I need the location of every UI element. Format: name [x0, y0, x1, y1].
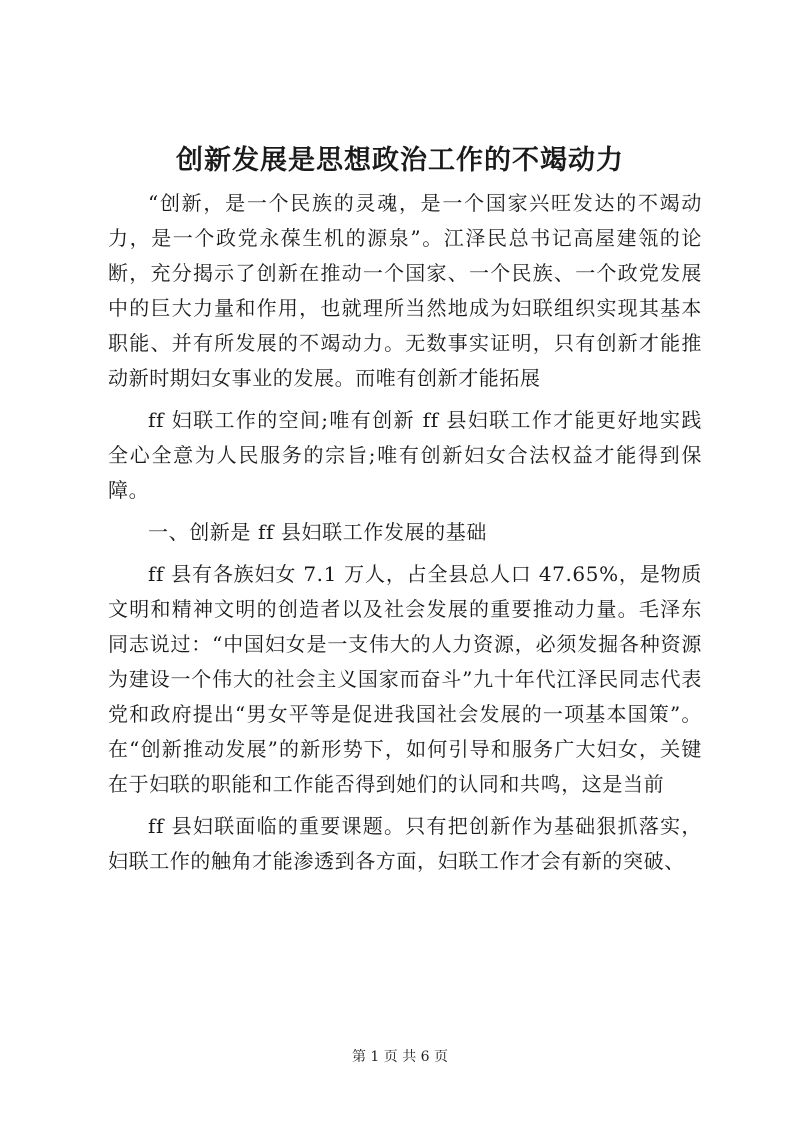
document-title: 创新发展是思想政治工作的不竭动力 [176, 145, 624, 176]
section-heading-1: 一、创新是 ff 县妇联工作发展的基础 [148, 520, 487, 544]
page-footer: 第 1 页 共 6 页 [351, 1049, 449, 1065]
paragraph-1: “创新，是一个民族的灵魂，是一个国家兴旺发达的不竭动力，是一个政党永葆生机的源泉”。江泽民总书记高屋建瓴的论断，充分揭示了创新在推动一个国家、一个民族、一个政党发展中的巨大力量和作用，也就理所当然地成为妇联组织实现其基本职能、并有所发展的不竭动力。无数事实证明，只有创新才能推动新时期妇女事业的发展。而唯有创新才能拓展 [108, 191, 702, 390]
document-body [108, 186, 702, 879]
paragraph-3: ff 县有各族妇女 7.1 万人，占全县总人口 47.65%，是物质文明和精神文明的创造者以及社会发展的重要推动力量。毛泽东同志说过：“中国妇女是一支伟大的人力资源，必须发掘各种资源为建设一个伟大的社会主义国家而奋斗”九十年代江泽民同志代表党和政府提出“男女平等是促进我国社会发展的一项基本国策”。在“创新推动发展”的新形势下，如何引导和服务广大妇女，关键在于妇联的职能和工作能否得到她们的认同和共鸣，这是当前 [108, 562, 702, 796]
paragraph-4: ff 县妇联面临的重要课题。只有把创新作为基础狠抓落实，妇联工作的触角才能渗透到各方面，妇联工作才会有新的突破、 [108, 814, 702, 873]
paragraph-2: ff 妇联工作的空间;唯有创新 ff 县妇联工作才能更好地实践全心全意为人民服务的宗旨;唯有创新妇女合法权益才能得到保障。 [108, 408, 702, 502]
